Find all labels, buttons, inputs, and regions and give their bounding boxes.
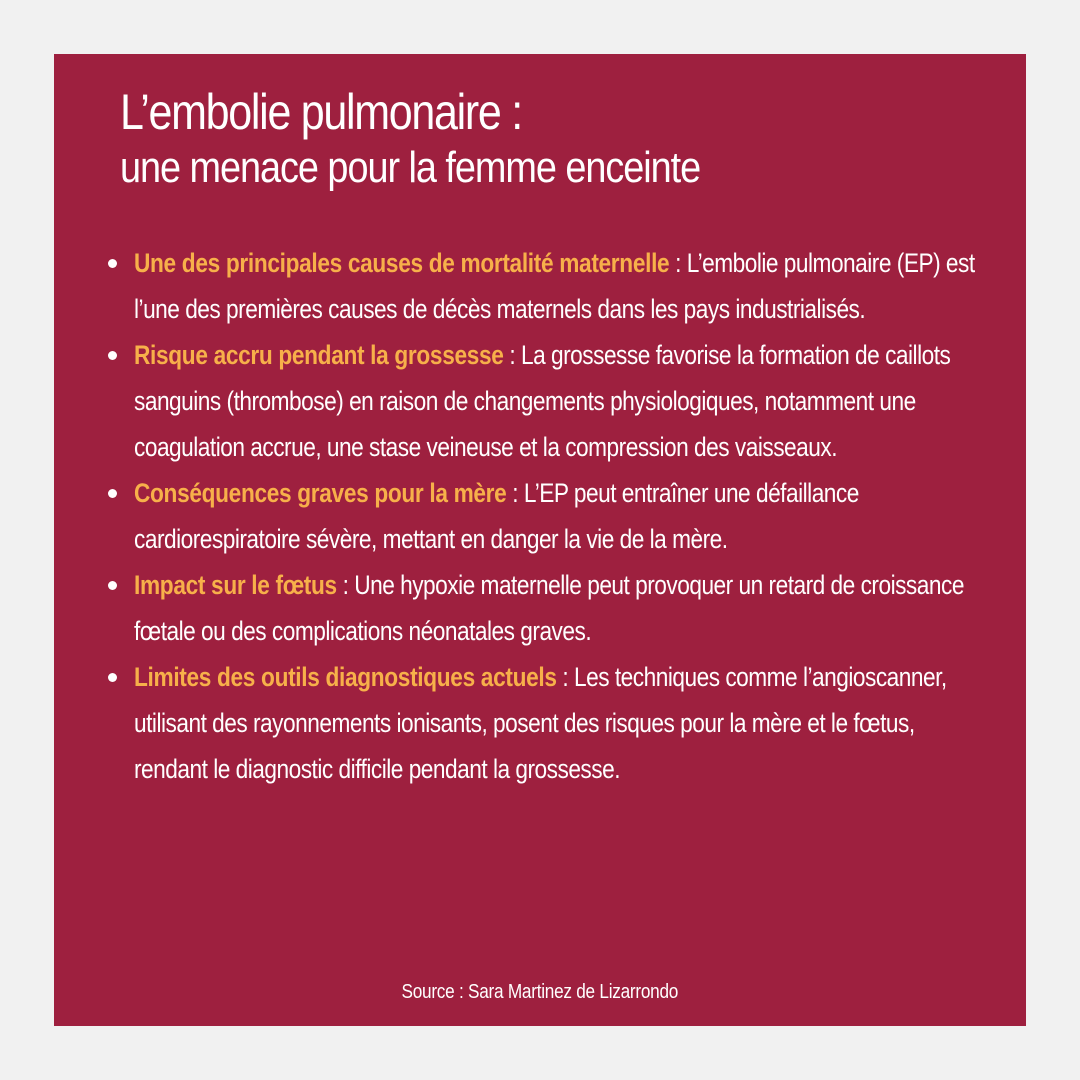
source-text: Source : Sara Martinez de Lizarrondo [401,981,679,1003]
bullet-text: L’EP peut entraîner une défaillance cardiorespiratoire sévère, mettant en danger la vie de la mère. [134,478,859,554]
bullet-text: L’embolie pulmonaire (EP) est l’une des premières causes de décès maternels dans les pays industrialisés. [134,248,975,324]
bullet-heading: Impact sur le fœtus [134,570,337,600]
bullet-dot-icon [108,673,117,682]
bullet-separator: : [503,340,521,370]
bullet-item [108,332,1008,470]
title-line-1: L’embolie pulmonaire : [120,84,522,140]
bullet-separator: : [506,478,524,508]
bullet-dot-icon [108,489,117,498]
bullet-separator: : [556,662,575,692]
bullet-text: La grossesse favorise la formation de caillots sanguins (thrombose) en raison de changements physiologiques, notamment une coagulation accrue, une stase veineuse et la compression des vaisseaux. [134,340,951,462]
bullet-separator: : [336,570,355,600]
bullet-list [108,240,1008,792]
bullet-heading: Conséquences graves pour la mère [134,478,507,508]
bullet-heading: Limites des outils diagnostiques actuels [134,662,557,692]
title-block [120,82,1000,194]
source-credit [54,974,1026,1010]
bullet-separator: : [669,248,687,278]
bullet-dot-icon [108,581,117,590]
bullet-content [134,654,991,792]
info-card [54,54,1026,1026]
bullet-content [134,240,1024,332]
bullet-heading: Une des principales causes de mortalité maternelle [134,248,670,278]
bullet-item [108,240,1008,332]
bullet-content [134,562,1016,654]
bullet-content [134,332,1008,470]
bullet-dot-icon [108,259,117,268]
bullet-item [108,470,1008,562]
title-line-2: une menace pour la femme enceinte [120,143,701,192]
bullet-dot-icon [108,351,117,360]
bullet-content [134,470,1008,562]
bullet-item [108,654,1008,792]
bullet-text: Les techniques comme l’angioscanner, utilisant des rayonnements ionisants, posent des risques pour la mère et le fœtus, rendant le diagnostic difficile pendant la grossesse. [134,662,947,784]
bullet-text: Une hypoxie maternelle peut provoquer un retard de croissance fœtale ou des complications néonatales graves. [134,570,964,646]
bullet-item [108,562,1008,654]
bullet-heading: Risque accru pendant la grossesse [134,340,504,370]
